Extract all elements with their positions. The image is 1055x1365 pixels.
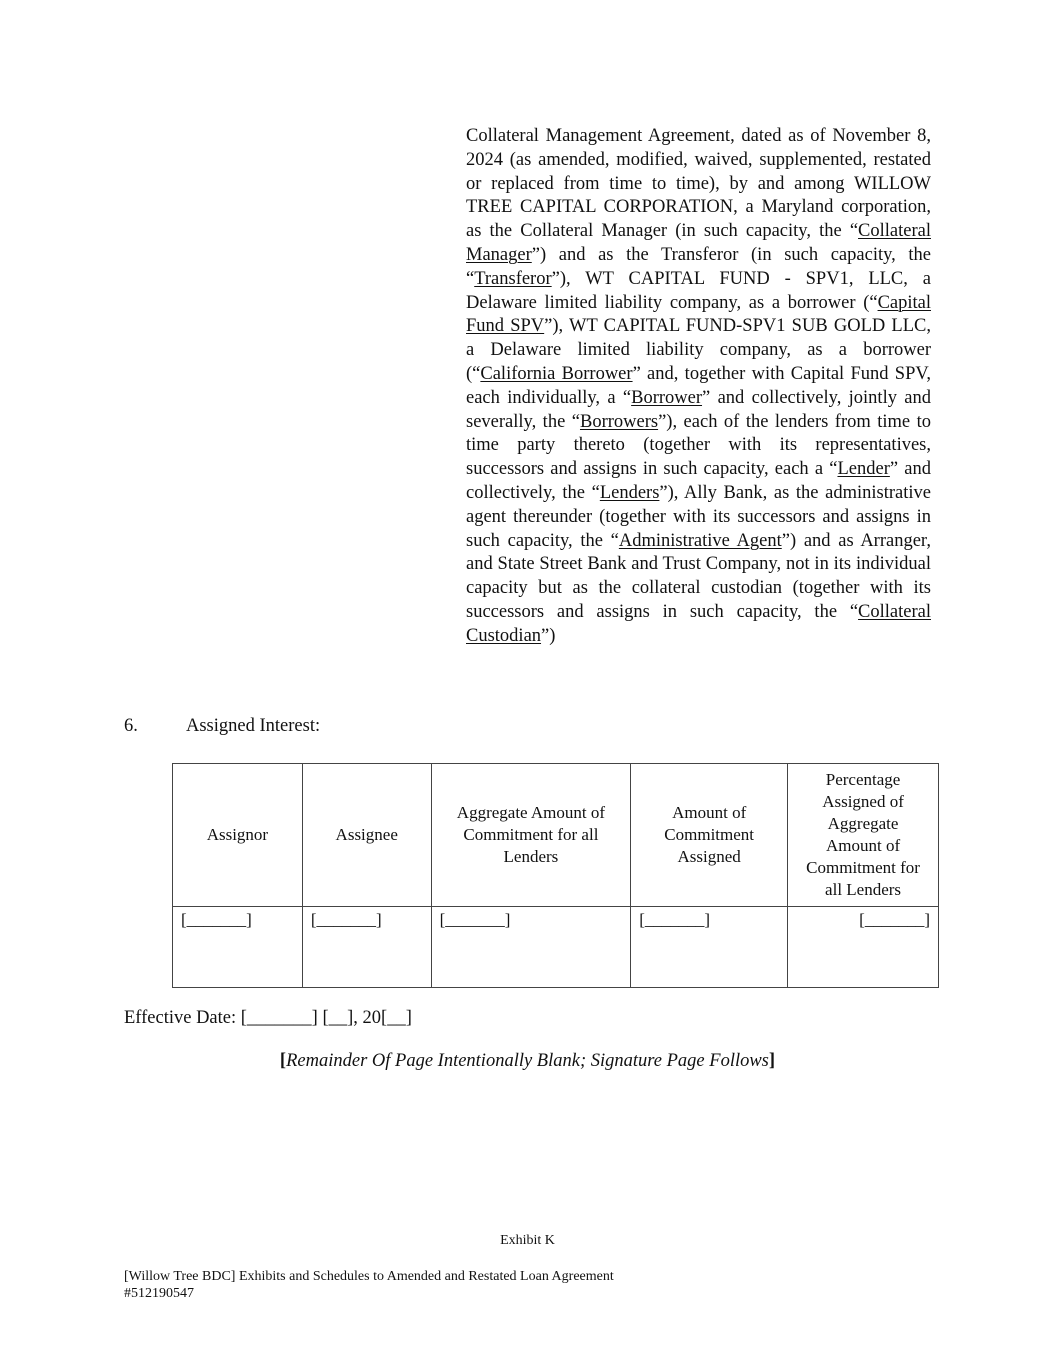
defined-term-borrowers: Borrowers: [579, 411, 659, 432]
cell-amount-assigned: [_______]: [631, 907, 788, 988]
defined-term-california-borrower: California Borrower: [480, 363, 633, 384]
section-label: Assigned Interest:: [186, 716, 321, 736]
cell-assignee: [_______]: [302, 907, 431, 988]
header-aggregate-amount-text: Aggregate Amount of Commitment for all Lenders: [456, 803, 606, 866]
exhibit-label: Exhibit K: [500, 1233, 555, 1248]
table-header-row: [173, 764, 939, 907]
recital-paragraph: [466, 125, 931, 649]
header-assignee: Assignee: [302, 764, 431, 907]
document-footer: [124, 1268, 614, 1302]
footer-document-number: #512190547: [124, 1286, 194, 1301]
defined-term-lender: Lender: [837, 459, 890, 480]
recital-text: ”), Ally Bank, as the administrative agent thereunder (together with its successors and assigns in such capacity, the “: [466, 482, 931, 551]
recital-text: ”): [541, 625, 556, 646]
remainder-bracket-open: [: [279, 1051, 287, 1071]
recital-text: ”), WT CAPITAL FUND - SPV1, LLC, a Delaware limited liability company, as a borrower (“: [466, 268, 931, 313]
recital-text: ”), WT CAPITAL FUND-SPV1 SUB GOLD LLC, a Delaware limited liability company, as a borrower (“: [466, 316, 931, 384]
recital-text: ”) and as the Transferor (in such capacity, the “: [466, 244, 931, 289]
section-number: 6.: [124, 716, 138, 736]
recital-text: ”), each of the lenders from time to time party thereto (together with its representatives, successors and assigns in such capacity, each a “: [466, 411, 932, 480]
defined-term-capital-fund-spv: Capital Fund SPV: [466, 292, 931, 337]
remainder-notice: [0, 1051, 1055, 1072]
cell-aggregate-amount: [_______]: [431, 907, 631, 988]
effective-date-line: Effective Date: [_______] [__], 20[__]: [124, 1008, 412, 1028]
defined-term-collateral-custodian: Collateral Custodian: [466, 601, 931, 646]
table-row: [173, 907, 939, 988]
recital-text: ” and collectively, the “: [466, 459, 931, 503]
defined-term-transferor: Transferor: [474, 268, 552, 289]
defined-term-administrative-agent: Administrative Agent: [618, 530, 782, 551]
header-assignor: Assignor: [173, 764, 303, 907]
recital-text: ” and collectively, jointly and severally, the “: [466, 387, 931, 432]
recital-text: ”) and as Arranger, and State Street Bank and Trust Company, not in its individual capacity but as the collateral custodian (together with its successors and assigns in such capacity, the “: [466, 530, 931, 622]
header-percentage-assigned-text: Percentage Assigned of Aggregate Amount of Commitment for all Lenders: [806, 770, 920, 899]
footer-document-title: [Willow Tree BDC] Exhibits and Schedules to Amended and Restated Loan Agreement: [124, 1269, 614, 1284]
defined-term-lenders: Lenders: [599, 482, 660, 503]
remainder-text: Remainder Of Page Intentionally Blank; Signature Page Follows: [286, 1051, 769, 1071]
cell-percentage-assigned: [_______]: [788, 907, 939, 988]
defined-term-borrower: Borrower: [631, 387, 703, 408]
remainder-bracket-close: ]: [768, 1051, 776, 1071]
recital-text: Collateral Management Agreement, dated as of November 8, 2024 (as amended, modified, waived, supplemented, restated or replaced from time to time), by and among WILLOW TREE CAPITAL CORPORATION, a Maryland corporation, as the Collateral Manager (in such capacity, the “: [466, 126, 931, 242]
cell-assignor: [_______]: [173, 907, 303, 988]
header-percentage-assigned: [788, 764, 939, 907]
assigned-interest-table: [172, 763, 939, 988]
header-amount-assigned-text: Amount of Commitment Assigned: [664, 803, 755, 866]
header-aggregate-amount: [431, 764, 631, 907]
header-amount-assigned: [631, 764, 788, 907]
defined-term-collateral-manager: Collateral Manager: [466, 221, 931, 265]
recital-text: ” and, together with Capital Fund SPV, each individually, a “: [466, 363, 931, 408]
